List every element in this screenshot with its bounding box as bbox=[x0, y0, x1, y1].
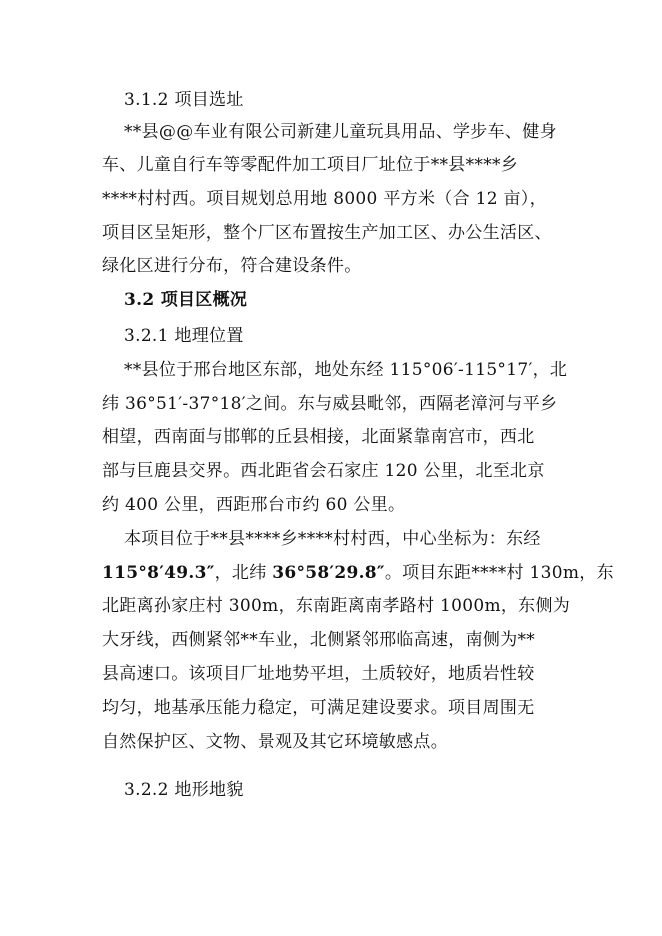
paragraph-line: 部与巨鹿县交界。西北距省会石家庄 120 公里，北至北京 bbox=[102, 461, 545, 481]
paragraph-line: 北距离孙家庄村 300m，东南距离南孝路村 1000m，东侧为 bbox=[102, 596, 571, 616]
paragraph-line: 纬 36°51′-37°18′之间。东与威县毗邻，西隔老漳河与平乡 bbox=[102, 394, 558, 414]
section-heading-3-2: 3.2 项目区概况 bbox=[124, 290, 248, 310]
paragraph-line: 县高速口。该项目厂址地势平坦，土质较好，地质岩性较 bbox=[102, 664, 535, 684]
paragraph-line: 相望，西南面与邯郸的丘县相接，北面紧靠南宫市，西北 bbox=[102, 427, 535, 447]
paragraph-line: 绿化区进行分布，符合建设条件。 bbox=[102, 256, 362, 276]
paragraph-line: 本项目位于**县****乡****村村西，中心坐标为：东经 bbox=[124, 529, 541, 549]
paragraph-line: 大牙线，西侧紧邻**车业，北侧紧邻邢临高速，南侧为** bbox=[102, 630, 536, 650]
coordinates-separator: ，北纬 bbox=[214, 563, 273, 583]
paragraph-line: **县@@车业有限公司新建儿童玩具用品、学步车、健身 bbox=[124, 122, 557, 142]
paragraph-line: 自然保护区、文物、景观及其它环境敏感点。 bbox=[102, 732, 448, 752]
paragraph-line: 约 400 公里，西距邢台市约 60 公里。 bbox=[102, 495, 406, 515]
latitude-value: 36°58′29.8″ bbox=[272, 563, 385, 583]
paragraph-line: ****村村西。项目规划总用地 8000 平方米（合 12 亩）， bbox=[102, 189, 547, 209]
section-heading-3-2-2: 3.2.2 地形地貌 bbox=[124, 780, 244, 800]
paragraph-line: **县位于邢台地区东部，地处东经 115°06′-115°17′，北 bbox=[124, 360, 568, 380]
paragraph-line: 均匀，地基承压能力稳定，可满足建设要求。项目周围无 bbox=[102, 698, 535, 718]
paragraph-line: 项目区呈矩形，整个厂区布置按生产加工区、办公生活区、 bbox=[102, 223, 552, 243]
section-heading-3-1-2: 3.1.2 项目选址 bbox=[124, 90, 244, 110]
paragraph-line: 车、儿童自行车等零配件加工项目厂址位于**县****乡 bbox=[102, 155, 519, 175]
coordinates-line bbox=[102, 561, 614, 585]
section-heading-3-2-1: 3.2.1 地理位置 bbox=[124, 326, 244, 346]
coordinates-rest: 。项目东距****村 130m，东 bbox=[384, 563, 614, 583]
longitude-value: 115°8′49.3″ bbox=[102, 563, 215, 583]
